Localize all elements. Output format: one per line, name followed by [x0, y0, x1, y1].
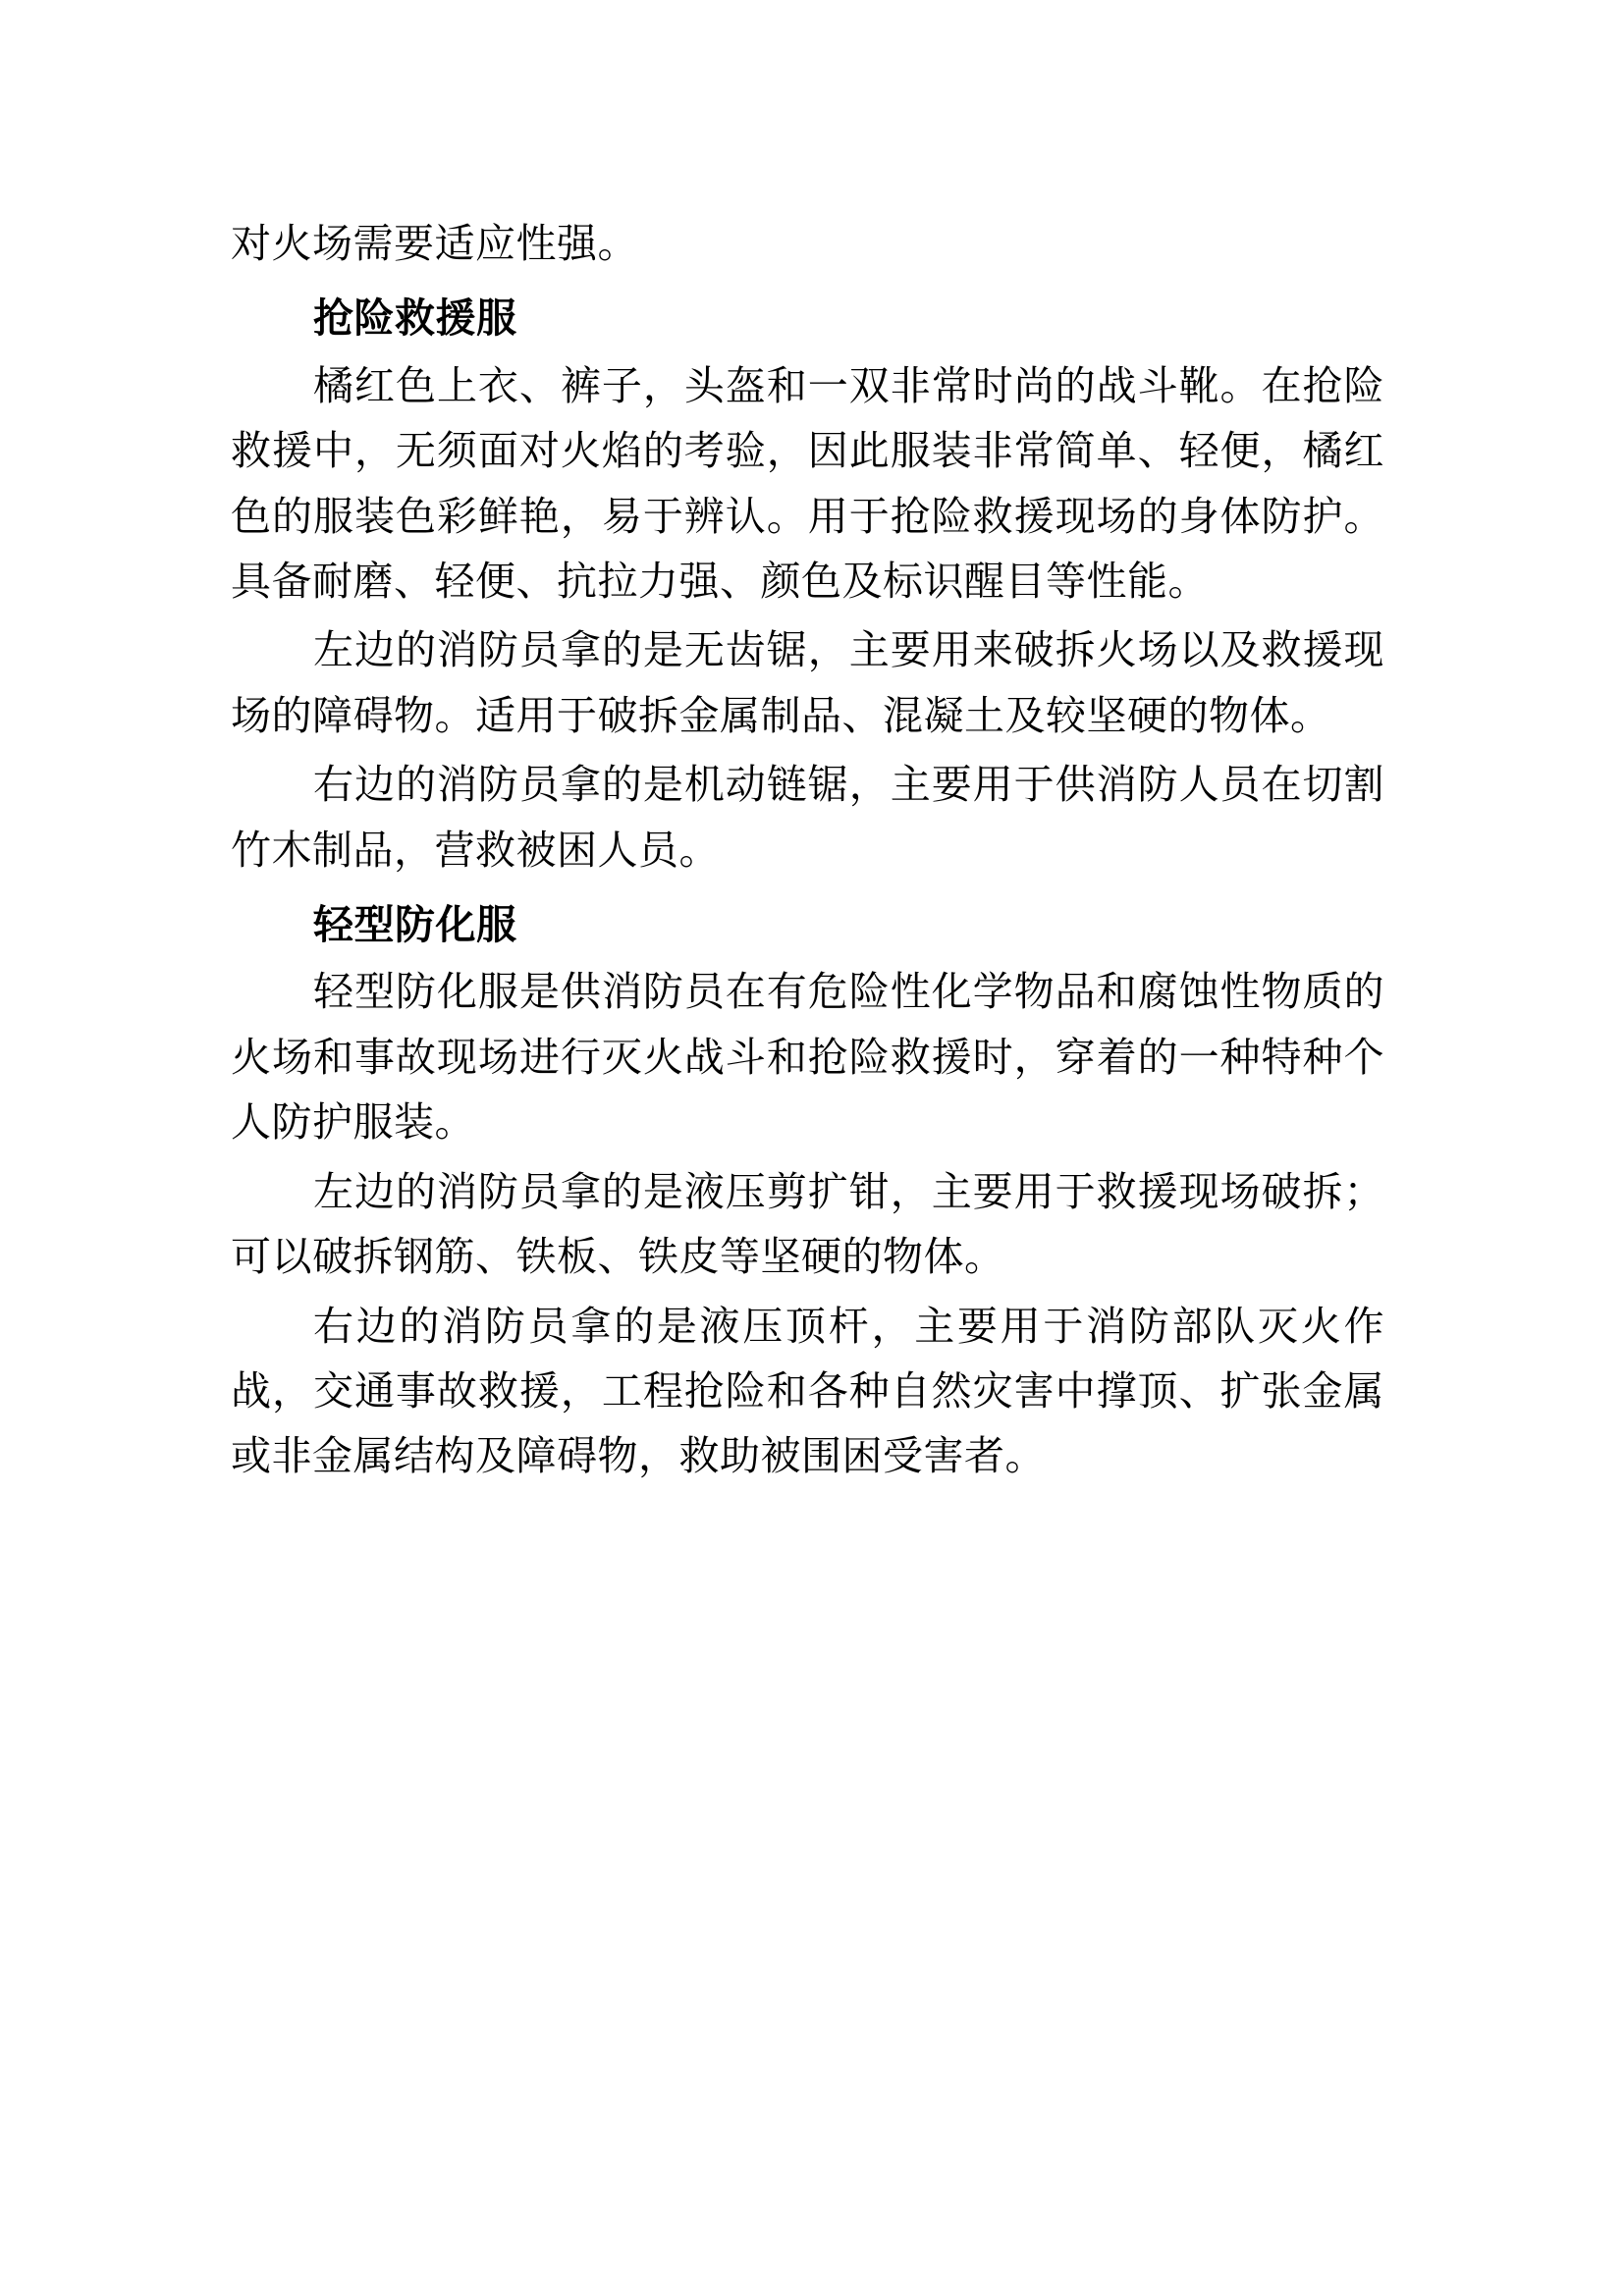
paragraph: 橘红色上衣、裤子，头盔和一双非常时尚的战斗靴。在抢险救援中，无须面对火焰的考验，因此服装非常简单、轻便，橘红色的服装色彩鲜艳，易于辨认。用于抢险救援现场的身体防护。具备耐磨、轻便、抗拉力强、颜色及标识醒目等性能。: [231, 362, 1384, 605]
section-heading: 抢险救援服: [313, 295, 517, 342]
paragraph: 左边的消防员拿的是无齿锯，主要用来破拆火场以及救援现场的障碍物。适用于破拆金属制品、混凝土及较坚硬的物体。: [231, 627, 1384, 738]
paragraph: 对火场需要适应性强。: [231, 221, 638, 266]
section-heading: 轻型防化服: [313, 902, 517, 948]
document-body: [231, 211, 1384, 1489]
paragraph: 右边的消防员拿的是机动链锯，主要用于供消防人员在切割竹木制品，营救被困人员。: [231, 762, 1384, 873]
paragraph: 左边的消防员拿的是液压剪扩钳，主要用于救援现场破拆；可以破拆钢筋、铁板、铁皮等坚硬的物体。: [231, 1168, 1384, 1280]
paragraph: 右边的消防员拿的是液压顶杆，主要用于消防部队灭火作战，交通事故救援，工程抢险和各种自然灾害中撑顶、扩张金属或非金属结构及障碍物，救助被围困受害者。: [231, 1303, 1384, 1479]
paragraph: 轻型防化服是供消防员在有危险性化学物品和腐蚀性物质的火场和事故现场进行灭火战斗和抢险救援时，穿着的一种特种个人防护服装。: [231, 969, 1384, 1146]
